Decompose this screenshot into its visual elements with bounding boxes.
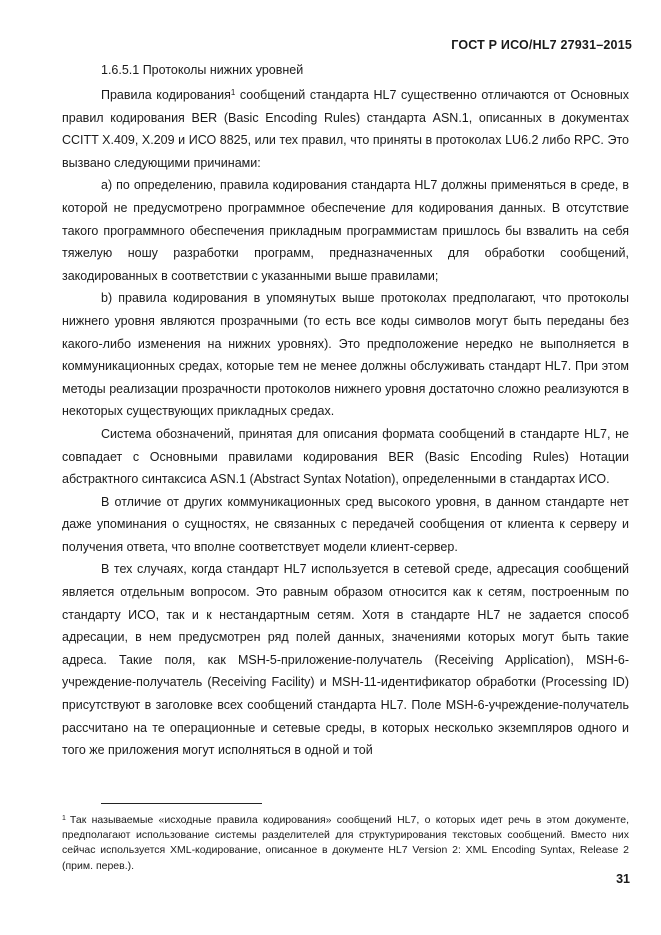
footnote-text: Так называемые «исходные правила кодирования» сообщений HL7, о которых идет речь в этом документе, предполагают использование системы разделителей для структурирования текстовых сообщений. Вместо них сейчас используется XML-кодирование, описанное в документе HL7 Version 2: XML Encoding Syntax, Release 2 (прим. перев.). [62,814,629,872]
paragraph-addressing: В тех случаях, когда стандарт HL7 используется в сетевой среде, адресация сообщений является отдельным вопросом. Это равным образом относится как к сетям, построенным по стандарту ИСО, так и к нестандартным сетям. Хотя в стандарте HL7 не задается способ адресации, в нем предусмотрен ряд полей данных, значениями которых могут быть такие адреса. Такие поля, как MSH-5-приложение-получатель (Receiving Application), MSH-6-учреждение-получатель (Receiving Facility) и MSH-11-идентификатор обработки (Processing ID) присутствуют в заголовке всех сообщений стандарта HL7. Поле MSH-6-учреждение-получатель рассчитано на те операционные и сетевые среды, в которых несколько экземпляров одного и того же приложения могут исполняться в одной и той [62,562,629,758]
paragraph-encoding-rules [62,84,629,174]
paragraph-reason-b: b) правила кодирования в упомянутых выше протоколах предполагают, что протоколы нижнего уровня являются прозрачными (то есть все коды символов могут быть переданы без какого-либо изменения на нижних уровнях). Это предположение нередко не выполняется в коммуникационных средах, которые тем не менее должны обслуживать стандарт HL7. При этом методы реализации прозрачности протоколов нижнего уровня достаточно сложно реализуются в некоторых существующих прикладных средах. [62,291,629,419]
footnote-reference[interactable]: 1 [230,88,236,97]
paragraph-reason-a: a) по определению, правила кодирования стандарта HL7 должны применяться в среде, в которой не предусмотрено программное обеспечение для кодирования данных. В отсутствие такого программного обеспечения прикладным программистам пришлось бы взвалить на себя тяжелую ношу разработки программ, предназначенных для обработки сообщений, закодированных в соответствии с указанными выше правилами; [62,178,629,283]
paragraph-text: Правила кодирования [101,88,231,102]
paragraph-text: сообщений стандарта HL7 существенно отличаются от Основных правил кодирования BER (Basic Encoding Rules) стандарта ASN.1, описанных в документах CCITT X.409, X.209 и ИСО 8825, или тех правил, что приняты в протоколах LU6.2 либо RPC. Это вызвано следующими причинами: [62,88,629,170]
page-number: 31 [616,872,630,886]
footnote-number: 1 [62,815,66,822]
footnote-divider [101,803,262,804]
footnote [62,811,629,874]
section-heading: 1.6.5.1 Протоколы нижних уровней [101,63,304,77]
document-header: ГОСТ Р ИСО/HL7 27931–2015 [451,38,632,52]
paragraph-notation-system: Система обозначений, принятая для описания формата сообщений в стандарте HL7, не совпадает с Основными правилами кодирования BER (Basic Encoding Rules) Нотации абстрактного синтаксиса ASN.1 (Abstract Syntax Notation), определенными в стандартах ИСО. [62,426,629,487]
body-text [62,84,629,762]
paragraph-client-server: В отличие от других коммуникационных сред высокого уровня, в данном стандарте нет даже упоминания о сущностях, не связанных с передачей сообщения от клиента к серверу и получения ответа, что вполне соответствует модели клиент-сервер. [62,494,629,554]
